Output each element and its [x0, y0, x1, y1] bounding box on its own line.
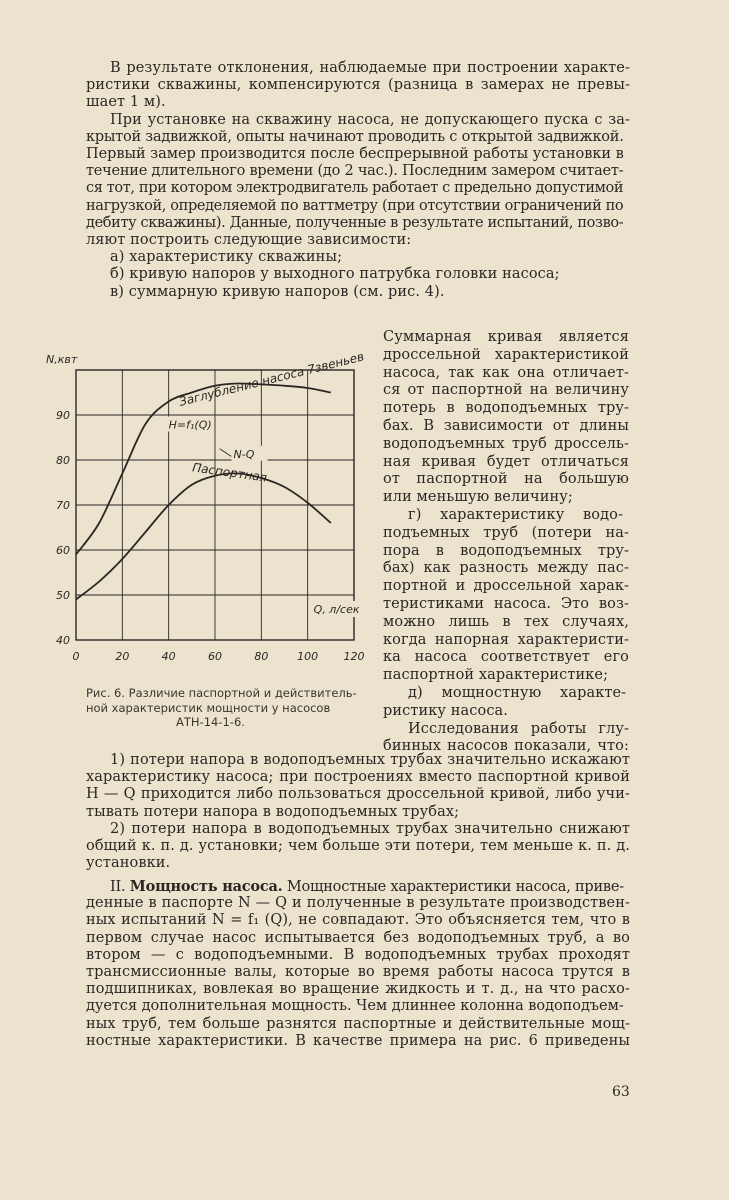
text-line: дебиту скважины). Данные, полученные в результате испытаний, позво- [86, 214, 624, 231]
x-tick-label: 60 [208, 650, 222, 663]
text-line: портной и дроссельной харак- [383, 578, 629, 595]
text-line: пора в водоподъемных тру- [383, 542, 629, 559]
x-tick-label: 20 [115, 650, 130, 663]
text-line: д) мощностную характе- [408, 685, 627, 701]
text-line: нагрузкой, определяемой по ваттметру (при отсутствии ограничений по [86, 197, 624, 214]
text-line: ных испытаний N = f₁ (Q), не совпадают. Это объясняется тем, что в [86, 912, 630, 929]
text-line: можно лишь в тех случаях, [383, 613, 629, 630]
series-formula: N-Q [233, 447, 255, 461]
y-tick-label: 40 [56, 634, 70, 647]
text-line: денные в паспорте N — Q и полученные в результате производствен- [86, 895, 630, 912]
x-axis-label: Q, л/сек [313, 603, 360, 616]
text-line: бах) как разность между пас- [383, 560, 629, 577]
text-line: а) характеристику скважины; [110, 249, 343, 266]
series-formula: H=f₁(Q) [168, 418, 212, 432]
text-line: В результате отклонения, наблюдаемые при построении характе- [110, 60, 630, 76]
section-number: II. [110, 879, 126, 895]
text-line: Исследования работы глу- [408, 720, 629, 737]
text-line: 2) потери напора в водоподъемных трубах значительно снижают [110, 820, 630, 837]
caption-line: Рис. 6. Различие паспортной и действитель- [86, 686, 357, 700]
text-line: H — Q приходится либо пользоваться дроссельной кривой, либо учи- [86, 786, 630, 803]
y-tick-label: 50 [56, 589, 70, 602]
text-line: дроссельной характеристикой [383, 346, 629, 363]
text-line: тывать потери напора в водоподъемных трубах; [86, 803, 460, 820]
text-line: теристиками насоса. Это воз- [383, 596, 629, 612]
x-tick-label: 40 [161, 650, 176, 663]
x-tick-label: 100 [297, 650, 319, 663]
x-tick-label: 80 [254, 650, 269, 663]
text-line: ка насоса соответствует его [383, 649, 629, 666]
series-label: Заглубление насоса 7звеньев [177, 349, 366, 409]
section-title: Мощность насоса. [129, 878, 283, 895]
text-line: или меньшую величину; [383, 489, 573, 506]
text-line: ляют построить следующие зависимости: [86, 232, 412, 248]
x-tick-label: 0 [72, 650, 80, 663]
text-line: течение длительного времени (до 2 час.). Последним замером считает- [86, 163, 624, 180]
series-label: Паспортная [191, 460, 268, 485]
text-line: от паспортной на большую [383, 471, 629, 488]
text-line: общий к. п. д. установки; чем больше эти потери, тем меньше к. п. д. [86, 838, 630, 854]
label-leader [220, 449, 232, 457]
text-line: паспортной характеристике; [383, 667, 609, 684]
text-line: когда напорная характеристи- [383, 631, 629, 648]
text-line: насоса, так как она отличает- [383, 364, 629, 381]
text-line: 1) потери напора в водоподъемных трубах значительно искажают [110, 752, 630, 768]
text-line: первом случае насос испытывается без водоподъемных труб, а во [86, 929, 630, 946]
text-line: трансмиссионные валы, которые во время работы насоса трутся в [86, 964, 630, 980]
text-line: характеристику насоса; при построениях вместо паспортной кривой [86, 769, 630, 786]
caption-line: ной характеристик мощности у насосов [86, 700, 331, 715]
text-line: подшипниках, вовлекая во вращение жидкость и т. д., на что расхо- [86, 981, 630, 998]
text-line: б) кривую напоров у выходного патрубка головки насоса; [110, 266, 560, 283]
y-tick-label: 70 [56, 499, 70, 512]
text-line: втором — с водоподъемными. В водоподъемных трубах проходят [86, 946, 630, 963]
y-tick-label: 80 [56, 454, 70, 467]
text-line: ристики скважины, компенсируются (разница в замерах не превы- [86, 77, 630, 94]
section-heading-line [110, 878, 624, 896]
text-line: бинных насосов показали, что: [383, 738, 629, 755]
text-line: установки. [86, 855, 171, 872]
text-line: При установке на скважину насоса, не допускающего пуска с за- [110, 111, 630, 128]
text-line: крытой задвижкой, опыты начинают проводить с открытой задвижкой. [86, 128, 624, 145]
text-line: дуется дополнительная мощность. Чем длиннее колонна водоподъем- [86, 998, 624, 1015]
page-number: 63 [612, 1084, 630, 1100]
text-line: потерь в водоподъемных тру- [383, 400, 629, 417]
text-line: шает 1 м). [86, 94, 166, 111]
text-line: г) характеристику водо- [408, 507, 623, 523]
text-line: подъемных труб (потери на- [383, 524, 629, 541]
text-line: ных труб, тем больше разнятся паспортные и действительные мощ- [86, 1015, 630, 1032]
y-tick-label: 60 [56, 544, 70, 557]
text-line: Суммарная кривая является [383, 329, 629, 345]
text-line: Первый замер производится после беспрерывной работы установки в [86, 146, 624, 162]
text-line: водоподъемных труб дроссель- [383, 435, 629, 452]
y-tick-label: 90 [56, 409, 70, 422]
text-line: ристику насоса. [383, 702, 508, 719]
text-line: ная кривая будет отличаться [383, 453, 629, 470]
x-tick-label: 120 [343, 650, 365, 663]
power-characteristic-chart [36, 345, 372, 685]
caption-line: АТН-14-1-6. [176, 715, 245, 729]
text-line: ся от паспортной на величину [383, 382, 629, 399]
text-line: бах. В зависимости от длины [383, 418, 629, 434]
text-line: в) суммарную кривую напоров (см. рис. 4). [110, 283, 445, 300]
text-line: ся тот, при котором электродвигатель работает с предельно допустимой [86, 180, 624, 197]
section-first-line-text: Мощностные характеристики насоса, приве- [286, 879, 624, 895]
y-axis-label: N,квт [46, 353, 78, 366]
text-line: ностные характеристики. В качестве примера на рис. 6 приведены [86, 1032, 630, 1049]
